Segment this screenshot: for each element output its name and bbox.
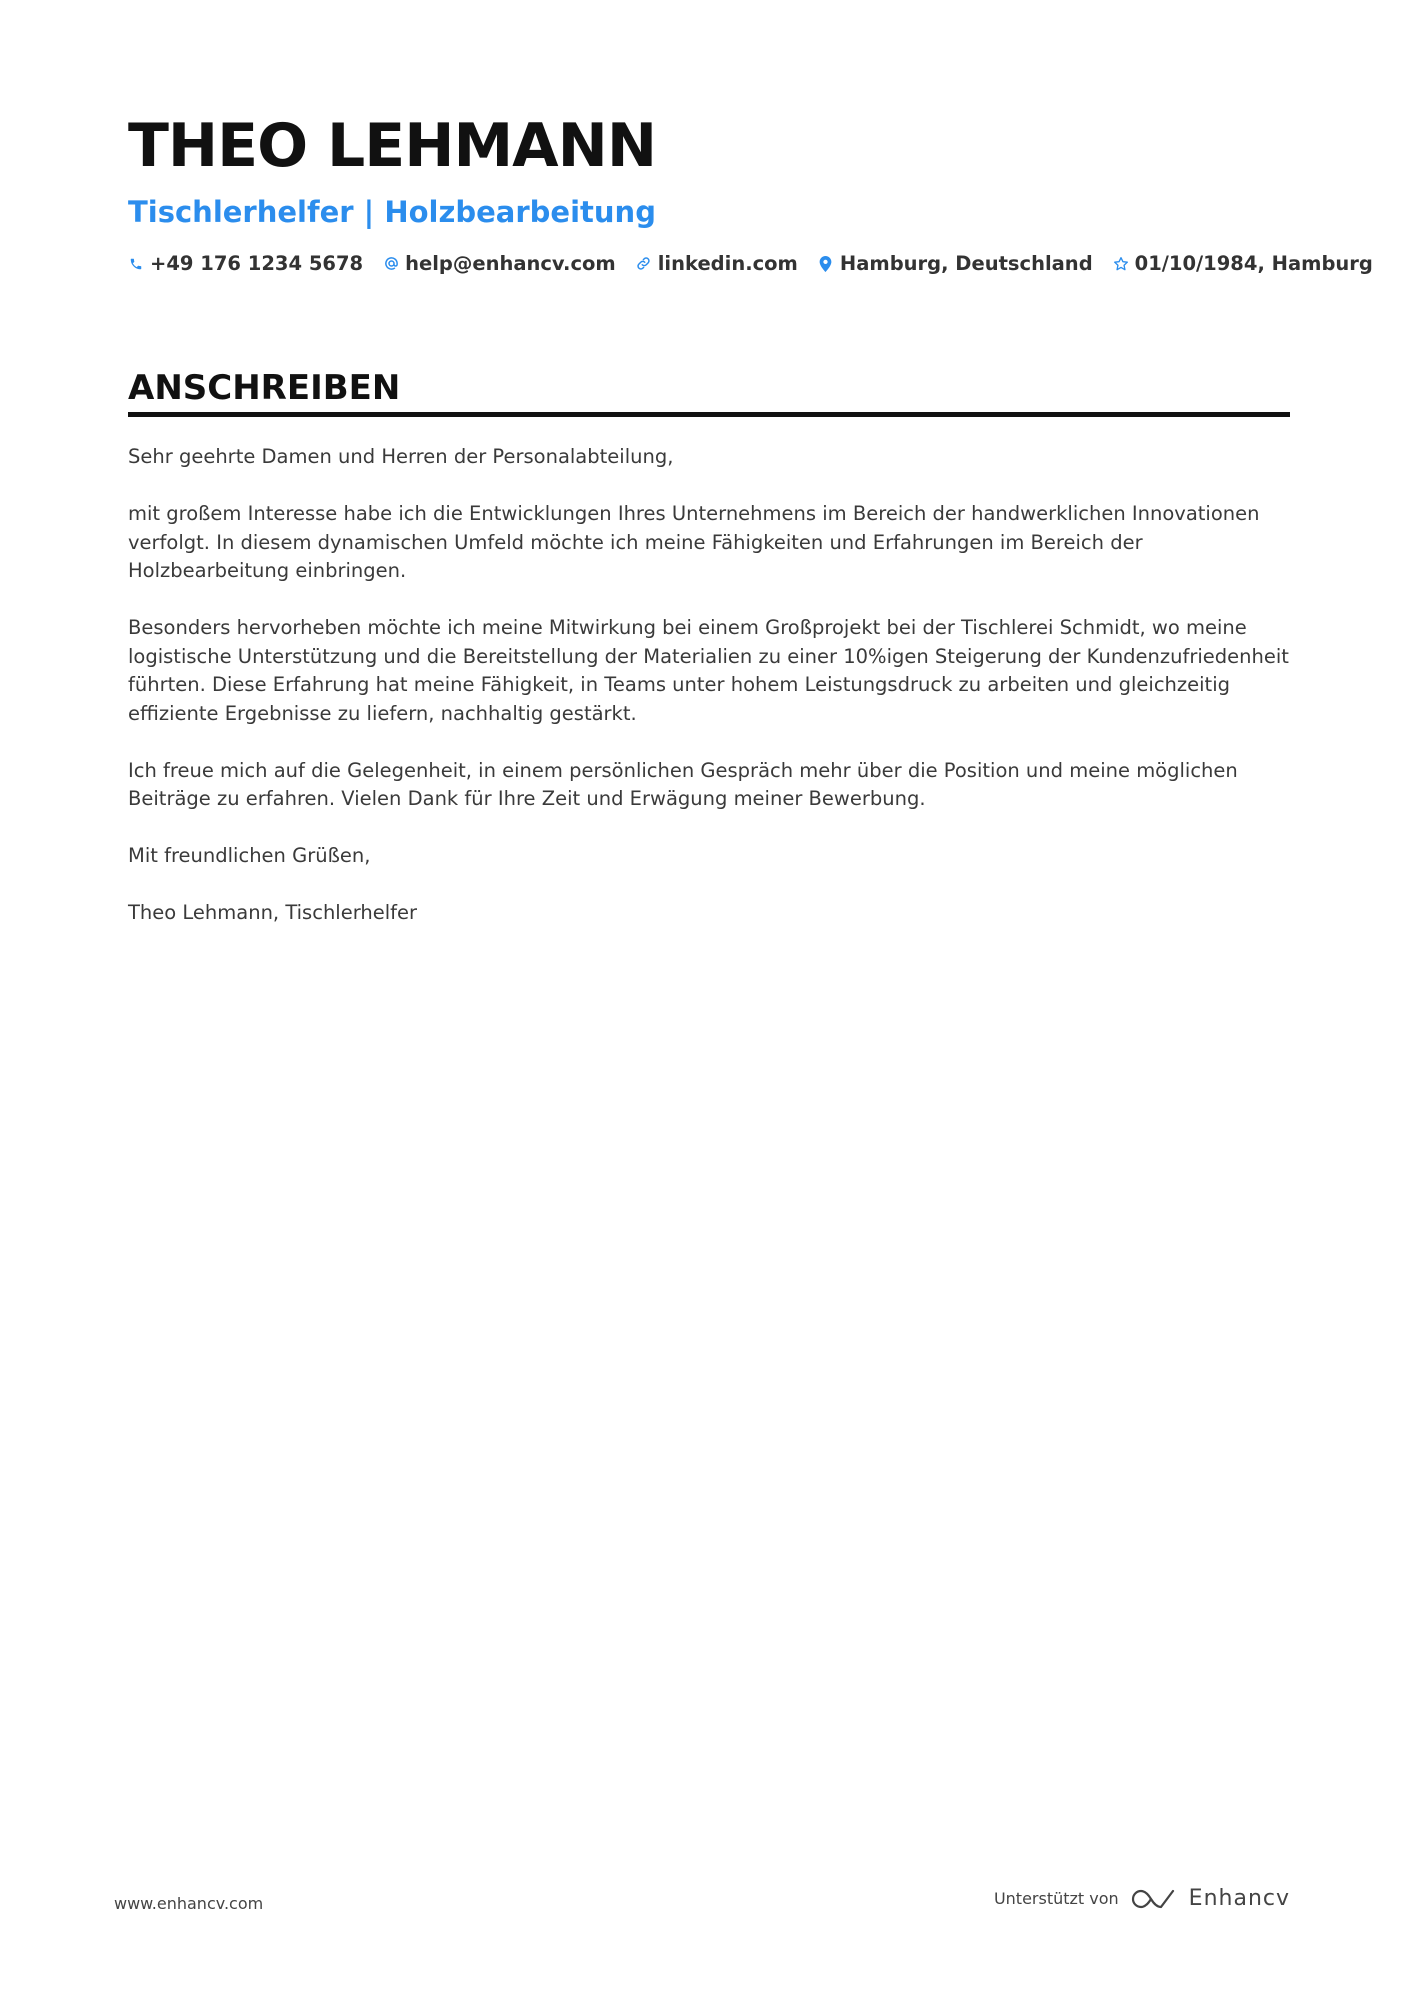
cover-letter-section xyxy=(128,366,1290,956)
candidate-title: Tischlerhelfer | Holzbearbeitung xyxy=(128,195,656,229)
letter-salutation: Sehr geehrte Damen und Herren der Personalabteilung, xyxy=(128,445,674,468)
contact-location-text: Hamburg, Deutschland xyxy=(839,252,1093,275)
brand-name: Enhancv xyxy=(1188,1886,1290,1911)
link-icon xyxy=(636,255,652,273)
star-icon xyxy=(1113,255,1129,273)
contact-location xyxy=(818,252,1093,275)
header xyxy=(128,110,1373,275)
footer-website[interactable]: www.enhancv.com xyxy=(114,1894,264,1913)
phone-icon xyxy=(128,255,144,273)
at-icon xyxy=(383,255,399,273)
letter-paragraph-1: mit großem Interesse habe ich die Entwicklungen Ihres Unternehmens im Bereich der handwerklichen Innovationen verfolgt. In diesem dynamischen Umfeld möchte ich meine Fähigkeiten und Erfahrungen im Bereich der Holzbearbeitung einbringen. xyxy=(128,502,1260,582)
letter-paragraph-2: Besonders hervorheben möchte ich meine Mitwirkung bei einem Großprojekt bei der Tischlerei Schmidt, wo meine logistische Unterstützung und die Bereitstellung der Materialien zu einer 10%igen Steigerung der Kundenzufriedenheit führten. Diese Erfahrung hat meine Fähigkeit, in Teams unter hohem Leistungsdruck zu arbeiten und gleichzeitig effiziente Ergebnisse zu liefern, nachhaltig gestärkt. xyxy=(128,616,1289,725)
contact-birth-text: 01/10/1984, Hamburg xyxy=(1134,252,1373,275)
section-divider xyxy=(128,412,1290,417)
contact-linkedin[interactable] xyxy=(636,252,798,275)
contact-phone xyxy=(128,252,363,275)
contact-email-text[interactable]: help@enhancv.com xyxy=(405,252,616,275)
contact-linkedin-text[interactable]: linkedin.com xyxy=(657,252,798,275)
location-pin-icon xyxy=(818,255,834,273)
powered-by-text: Unterstützt von xyxy=(993,1889,1119,1908)
contact-phone-text: +49 176 1234 5678 xyxy=(150,252,364,275)
letter-body xyxy=(128,443,1290,928)
contact-bar xyxy=(128,252,1373,275)
candidate-name: THEO LEHMANN xyxy=(128,111,657,181)
contact-birth xyxy=(1113,252,1373,275)
contact-email[interactable] xyxy=(383,252,616,275)
letter-paragraph-3: Ich freue mich auf die Gelegenheit, in einem persönlichen Gespräch mehr über die Position und meine möglichen Beiträge zu erfahren. Vielen Dank für Ihre Zeit und Erwägung meiner Bewerbung. xyxy=(128,758,1238,810)
footer-branding xyxy=(994,1886,1290,1911)
letter-signature: Theo Lehmann, Tischlerhelfer xyxy=(128,901,418,924)
section-title: ANSCHREIBEN xyxy=(128,368,401,408)
letter-closing: Mit freundlichen Grüßen, xyxy=(128,844,371,867)
enhancv-logo-icon xyxy=(1131,1887,1177,1911)
